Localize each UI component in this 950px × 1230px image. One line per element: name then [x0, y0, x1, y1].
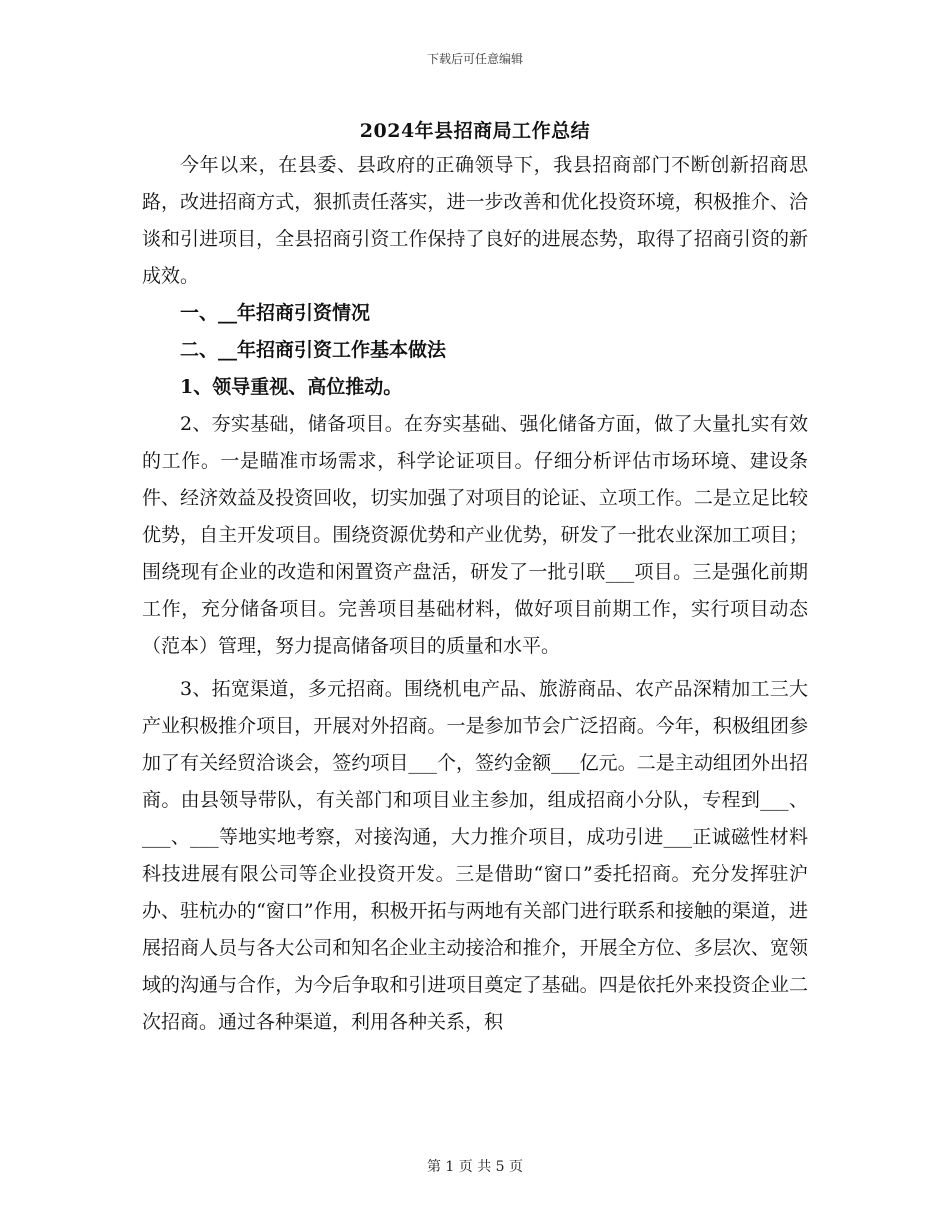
subsection-heading-1: 1、领导重视、高位推动。	[180, 376, 403, 398]
page-footer: 第 1 页 共 5 页	[426, 1159, 524, 1175]
document-title: 2024年县招商局工作总结	[359, 120, 591, 142]
paragraph-item-2: 2、夯实基础，储备项目。在夯实基础、强化储备方面，做了大量扎实有效的工作。一是瞄准市场需求，科学论证项目。仔细分析评估市场环境、建设条件、经济效益及投资回收，切实加强了对项目的论证、立项工作。二是立足比较优势，自主开发项目。围绕资源优势和产业优势，研发了一批农业深加工项目；围绕现有企业的改造和闲置资产盘活，研发了一批引联___项目。三是强化前期工作，充分储备项目。完善项目基础材料，做好项目前期工作，实行项目动态（范本）管理，努力提高储备项目的质量和水平。	[142, 413, 808, 657]
document-body	[142, 147, 808, 1041]
section-heading-2: 二、__年招商引资工作基本做法	[180, 339, 447, 361]
section-heading-1: 一、__年招商引资情况	[180, 302, 371, 324]
paragraph-item-3: 3、拓宽渠道，多元招商。围绕机电产品、旅游商品、农产品深精加工三大产业积极推介项目，开展对外招商。一是参加节会广泛招商。今年，积极组团参加了有关经贸洽谈会，签约项目___个，签约金额___亿元。二是主动组团外出招商。由县领导带队，有关部门和项目业主参加，组成招商小分队，专程到___、___、___等地实地考察，对接沟通，大力推介项目，成功引进___正诚磁性材料科技进展有限公司等企业投资开发。三是借助“窗口”委托招商。充分发挥驻沪办、驻杭办的“窗口”作用，积极开拓与两地有关部门进行联系和接触的渠道，进展招商人员与各大公司和知名企业主动接洽和推介，开展全方位、多层次、宽领域的沟通与合作，为今后争取和引进项目奠定了基础。四是依托外来投资企业二次招商。通过各种渠道，利用各种关系，积	[142, 678, 808, 1033]
header-note: 下载后可任意编辑	[426, 52, 523, 66]
intro-paragraph: 今年以来，在县委、县政府的正确领导下，我县招商部门不断创新招商思路，改进招商方式，狠抓责任落实，进一步改善和优化投资环境，积极推介、洽谈和引进项目，全县招商引资工作保持了良好的进展态势，取得了招商引资的新成效。	[142, 154, 808, 287]
